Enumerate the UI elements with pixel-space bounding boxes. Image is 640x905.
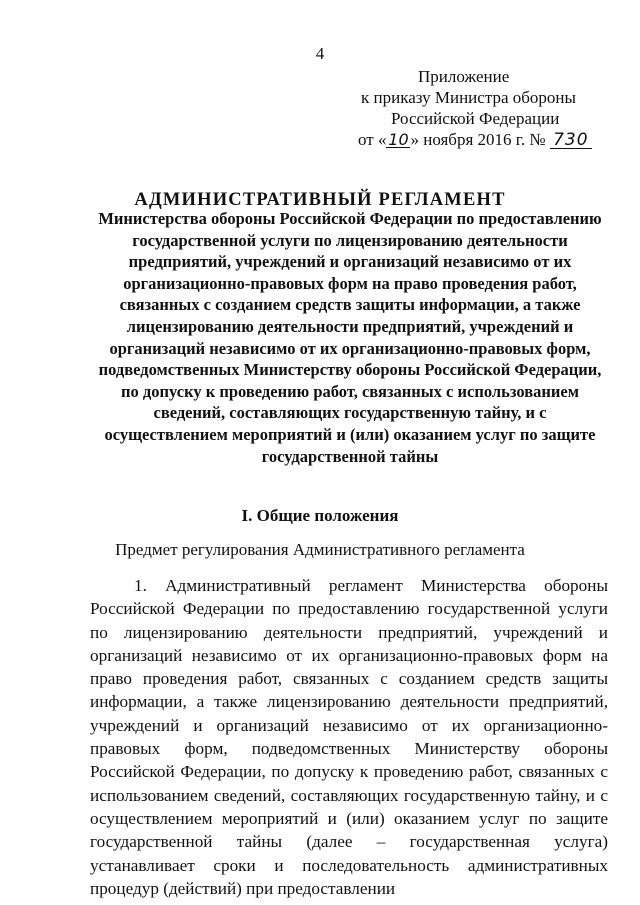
page-number: 4 [315, 44, 325, 63]
appendix-country: Российской Федерации [391, 109, 560, 128]
handwritten-day: 10 [388, 130, 409, 149]
appendix-order-ref: к приказу Министра обороны [361, 88, 576, 107]
date-prefix: от « [358, 130, 387, 149]
document-title: АДМИНИСТРАТИВНЫЙ РЕГЛАМЕНТ [134, 190, 506, 210]
appendix-label: Приложение [418, 67, 510, 86]
date-middle: » ноября 2016 г. № [410, 130, 546, 149]
handwritten-order-number: 730 [550, 130, 592, 151]
document-subtitle: Министерства обороны Российской Федерации по предоставлению государственной услуги по лицензированию деятельности предприятий, учреждений и организаций независимо от их организационно-правовых форм на право проведения работ, связанных с созданием средств защиты информации, а также лицензированию деятельности предприятий, учреждений и организаций независимо от их организационно-правовых форм, подведомственных Министерству обороны Российской Федерации, по допуску к проведению работ, связанных с использованием сведений, составляющих государственную тайну, и с осуществлением мероприятий и (или) оказанием услуг по защите государственной тайны [98, 209, 602, 466]
paragraph-1: 1. Административный регламент Министерства обороны Российской Федерации по предоставлению государственной услуги по лицензированию деятельности предприятий, учреждений и организаций независимо от их организационно-правовых форм на право проведения работ, связанных с созданием средств защиты информации, а также лицензированию деятельности предприятий, учреждений и организаций независимо от их организационно-правовых форм, подведомственных Министерству обороны Российской Федерации, по допуску к проведению работ, связанных с использованием сведений, составляющих государственную тайну, и с осуществлением мероприятий и (или) оказанием услуг по защите государственной тайны (далее – государственная услуга) устанавливает сроки и последовательность административных процедур (действий) при предоставлении [90, 576, 608, 898]
section-heading: I. Общие положения [241, 506, 399, 525]
appendix-date-line [358, 129, 592, 151]
subsection-heading: Предмет регулирования Административного регламента [115, 540, 525, 559]
